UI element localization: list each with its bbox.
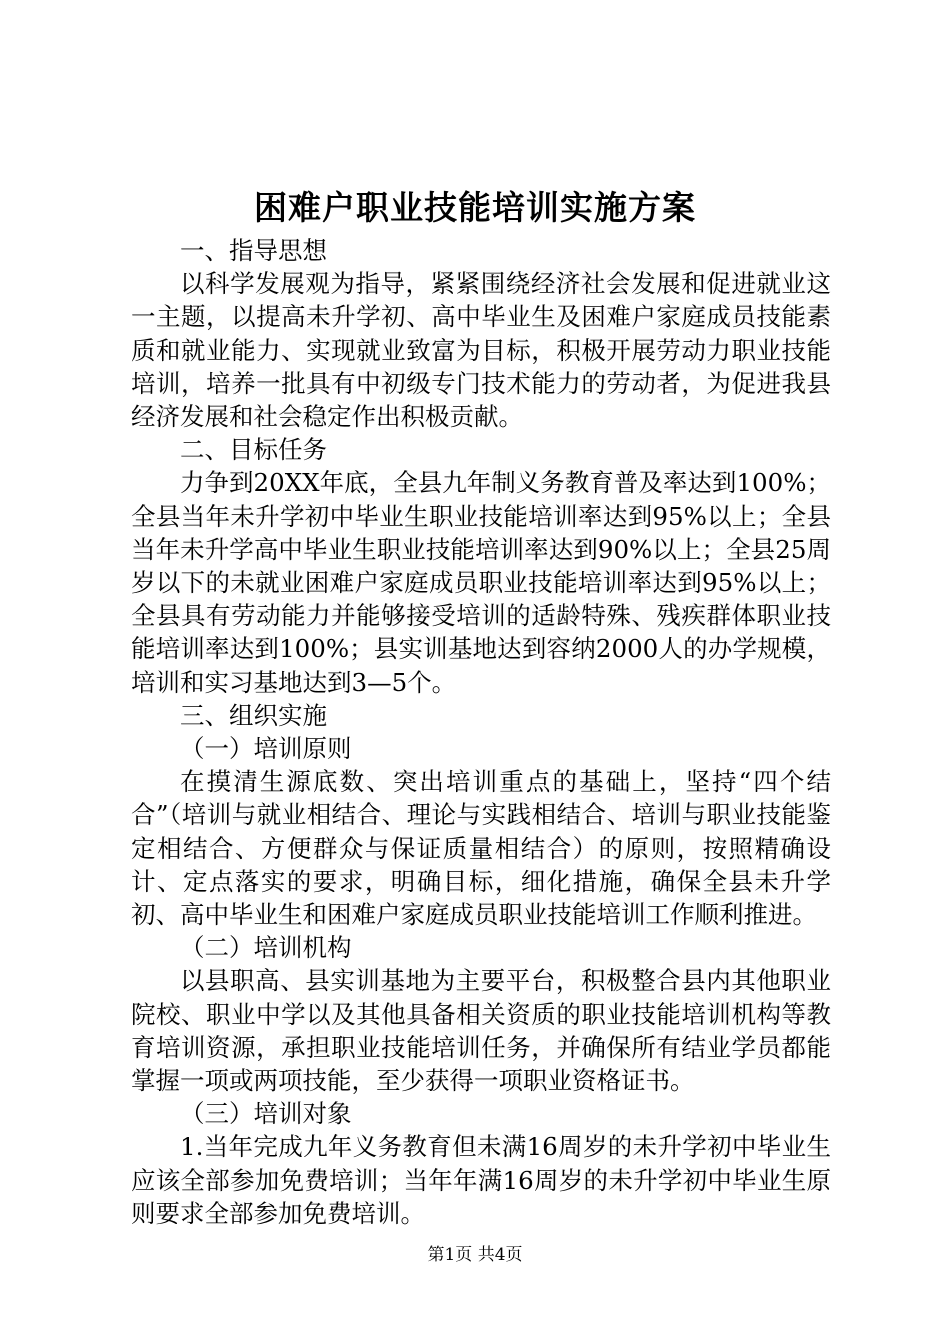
subsection-heading: （三）培训对象 [180, 1099, 352, 1129]
paragraph: 以县职高、县实训基地为主要平台，积极整合县内其他职业院校、职业中学以及其他具备相关资质的职业技能培训机构等教育培训资源，承担职业技能培训任务，并确保所有结业学员都能掌握一项或两项技能，至少获得一项职业资格证书。 [131, 966, 831, 1096]
paragraph: 力争到20XX年底，全县九年制义务教育普及率达到100%；全县当年未升学初中毕业生职业技能培训率达到95%以上；全县当年未升学高中毕业生职业技能培训率达到90%以上；全县25周岁以下的未就业困难户家庭成员职业技能培训率达到95%以上；全县具有劳动能力并能够接受培训的适龄特殊、残疾群体职业技能培训率达到100%；县实训基地达到容纳2000人的办学规模，培训和实习基地达到3—5个。 [131, 468, 831, 697]
paragraph: 以科学发展观为指导，紧紧围绕经济社会发展和促进就业这一主题，以提高未升学初、高中毕业生及困难户家庭成员技能素质和就业能力、实现就业致富为目标，积极开展劳动力职业技能培训，培养一批具有中初级专门技术能力的劳动者，为促进我县经济发展和社会稳定作出积极贡献。 [131, 269, 831, 432]
subsection-heading: （二）培训机构 [180, 933, 352, 963]
paragraph: 1.当年完成九年义务教育但未满16周岁的未升学初中毕业生应该全部参加免费培训；当年年满16周岁的未升学初中毕业生原则要求全部参加免费培训。 [131, 1132, 831, 1228]
paragraph: 在摸清生源底数、突出培训重点的基础上，坚持“四个结合”（培训与就业相结合、理论与实践相结合、培训与职业技能鉴定相结合、方便群众与保证质量相结合）的原则，按照精确设计、定点落实的要求，明确目标，细化措施，确保全县未升学初、高中毕业生和困难户家庭成员职业技能培训工作顺利推进。 [131, 767, 831, 930]
page-number-footer: 第1页 共4页 [427, 1245, 523, 1265]
document-title: 困难户职业技能培训实施方案 [254, 188, 696, 227]
subsection-heading: （一）培训原则 [180, 734, 352, 764]
section-heading: 二、目标任务 [180, 435, 327, 465]
section-heading: 一、指导思想 [180, 236, 327, 265]
document-body [131, 234, 831, 1230]
section-heading: 三、组织实施 [180, 700, 327, 730]
